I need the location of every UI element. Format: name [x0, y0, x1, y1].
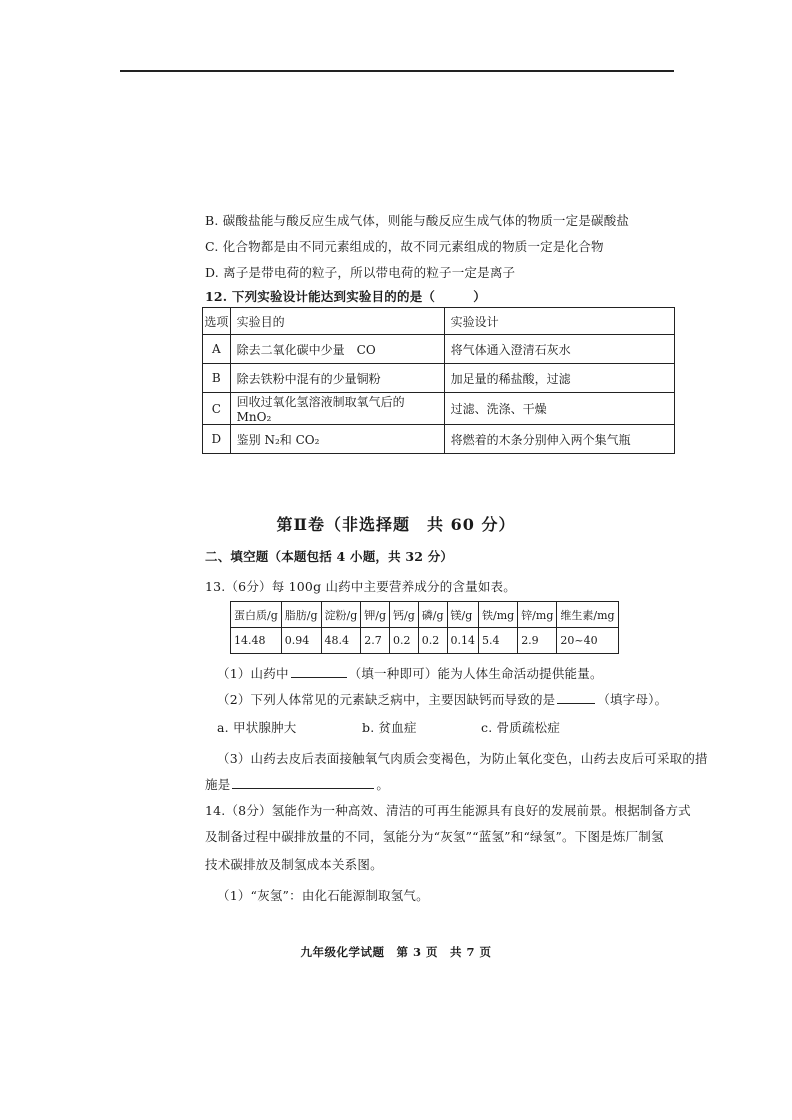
q13-choice-c: c. 骨质疏松症	[481, 720, 561, 735]
q12-row	[203, 393, 675, 425]
q14-line4: （1）“灰氢”：由化石能源制取氢气。	[217, 888, 429, 903]
q13-value-cell: 5.4	[479, 628, 518, 654]
q13-value-cell: 48.4	[321, 628, 361, 654]
q13-nutrition-table	[230, 601, 619, 654]
q13-part2-answer-blank[interactable]	[557, 691, 595, 704]
q13-header-cell: 锌/mg	[518, 602, 557, 628]
q13-part1	[217, 664, 603, 682]
q12-cell-option: D	[203, 425, 231, 454]
q13-part3-line2	[205, 775, 389, 793]
q14-line1: 14.（8分）氢能作为一种高效、清洁的可再生能源具有良好的发展前景。根据制备方式	[205, 803, 691, 818]
page-footer: 九年级化学试题 第 3 页 共 7 页	[300, 945, 492, 959]
q13-header-cell: 磷/g	[418, 602, 447, 628]
header-rule	[120, 70, 674, 72]
q13-part3-text: 施是	[205, 777, 231, 792]
q13-value-cell: 0.2	[390, 628, 419, 654]
q13-part3-text-end: 。	[376, 777, 390, 792]
q11-option-c: C. 化合物都是由不同元素组成的，故不同元素组成的物质一定是化合物	[205, 239, 604, 254]
q11-option-b: B. 碳酸盐能与酸反应生成气体，则能与酸反应生成气体的物质一定是碳酸盐	[205, 213, 630, 228]
q13-value-cell: 0.94	[281, 628, 321, 654]
q13-header-cell: 脂肪/g	[281, 602, 321, 628]
q12-row	[203, 425, 675, 454]
q14-line2: 及制备过程中碳排放量的不同，氢能分为“灰氢”“蓝氢”和“绿氢”。下图是炼厂制氢	[205, 829, 664, 844]
q12-cell-option: B	[203, 364, 231, 393]
q13-value-row	[231, 628, 619, 654]
q13-value-cell: 2.7	[361, 628, 390, 654]
q13-choice-a: a. 甲状腺肿大	[217, 720, 297, 735]
q12-cell-design: 过滤、洗涤、干燥	[444, 393, 674, 425]
q13-header-cell: 钙/g	[390, 602, 419, 628]
q14-line3: 技术碳排放及制氢成本关系图。	[205, 857, 383, 872]
q12-cell-purpose: 回收过氧化氢溶液制取氧气后的 MnO₂	[230, 393, 444, 425]
q12-row	[203, 335, 675, 364]
q13-part1-text: （1）山药中	[217, 666, 289, 681]
q13-part3-answer-blank[interactable]	[232, 776, 374, 789]
q13-part2-text-end: （填字母）。	[597, 692, 668, 707]
q12-cell-purpose: 除去铁粉中混有的少量铜粉	[230, 364, 444, 393]
section-heading: 二、填空题（本题包括 4 小题，共 32 分）	[205, 549, 454, 564]
q12-cell-option: C	[203, 393, 231, 425]
q13-header-cell: 铁/mg	[479, 602, 518, 628]
q13-header-cell: 镁/g	[447, 602, 479, 628]
q12-cell-purpose: 鉴别 N₂和 CO₂	[230, 425, 444, 454]
q13-value-cell: 0.14	[447, 628, 479, 654]
q13-header-cell: 维生素/mg	[557, 602, 618, 628]
q13-part3-line1: （3）山药去皮后表面接触氧气肉质会变褐色，为防止氧化变色，山药去皮后可采取的措	[217, 751, 708, 766]
q12-cell-design: 将燃着的木条分别伸入两个集气瓶	[444, 425, 674, 454]
q12-table	[202, 307, 675, 454]
q12-header-row	[203, 308, 675, 335]
q13-value-cell: 2.9	[518, 628, 557, 654]
q13-part1-text-end: （填一种即可）能为人体生命活动提供能量。	[348, 666, 603, 681]
q12-header-option: 选项	[203, 308, 231, 335]
q13-header-cell: 淀粉/g	[321, 602, 361, 628]
q13-value-cell: 14.48	[231, 628, 282, 654]
q12-header-purpose: 实验目的	[230, 308, 444, 335]
q13-value-cell: 0.2	[418, 628, 447, 654]
q12-cell-option: A	[203, 335, 231, 364]
q13-part1-answer-blank[interactable]	[291, 665, 347, 678]
q12-cell-design: 将气体通入澄清石灰水	[444, 335, 674, 364]
q13-choice-b: b. 贫血症	[362, 720, 417, 735]
part2-title: 第Ⅱ卷（非选择题 共 60 分）	[276, 515, 516, 534]
q13-part2	[217, 690, 667, 708]
q13-header-cell: 钾/g	[361, 602, 390, 628]
q12-cell-design: 加足量的稀盐酸，过滤	[444, 364, 674, 393]
q13-part2-text: （2）下列人体常见的元素缺乏病中，主要因缺钙而导致的是	[217, 692, 556, 707]
q13-header-cell: 蛋白质/g	[231, 602, 282, 628]
q12-header-design: 实验设计	[444, 308, 674, 335]
q12-cell-purpose: 除去二氧化碳中少量 CO	[230, 335, 444, 364]
q13-header-row	[231, 602, 619, 628]
q12-stem: 12. 下列实验设计能达到实验目的的是（ ）	[205, 289, 486, 304]
q11-option-d: D. 离子是带电荷的粒子，所以带电荷的粒子一定是离子	[205, 265, 516, 280]
q12-row	[203, 364, 675, 393]
q13-value-cell: 20~40	[557, 628, 618, 654]
q13-stem: 13.（6分）每 100g 山药中主要营养成分的含量如表。	[205, 579, 516, 594]
